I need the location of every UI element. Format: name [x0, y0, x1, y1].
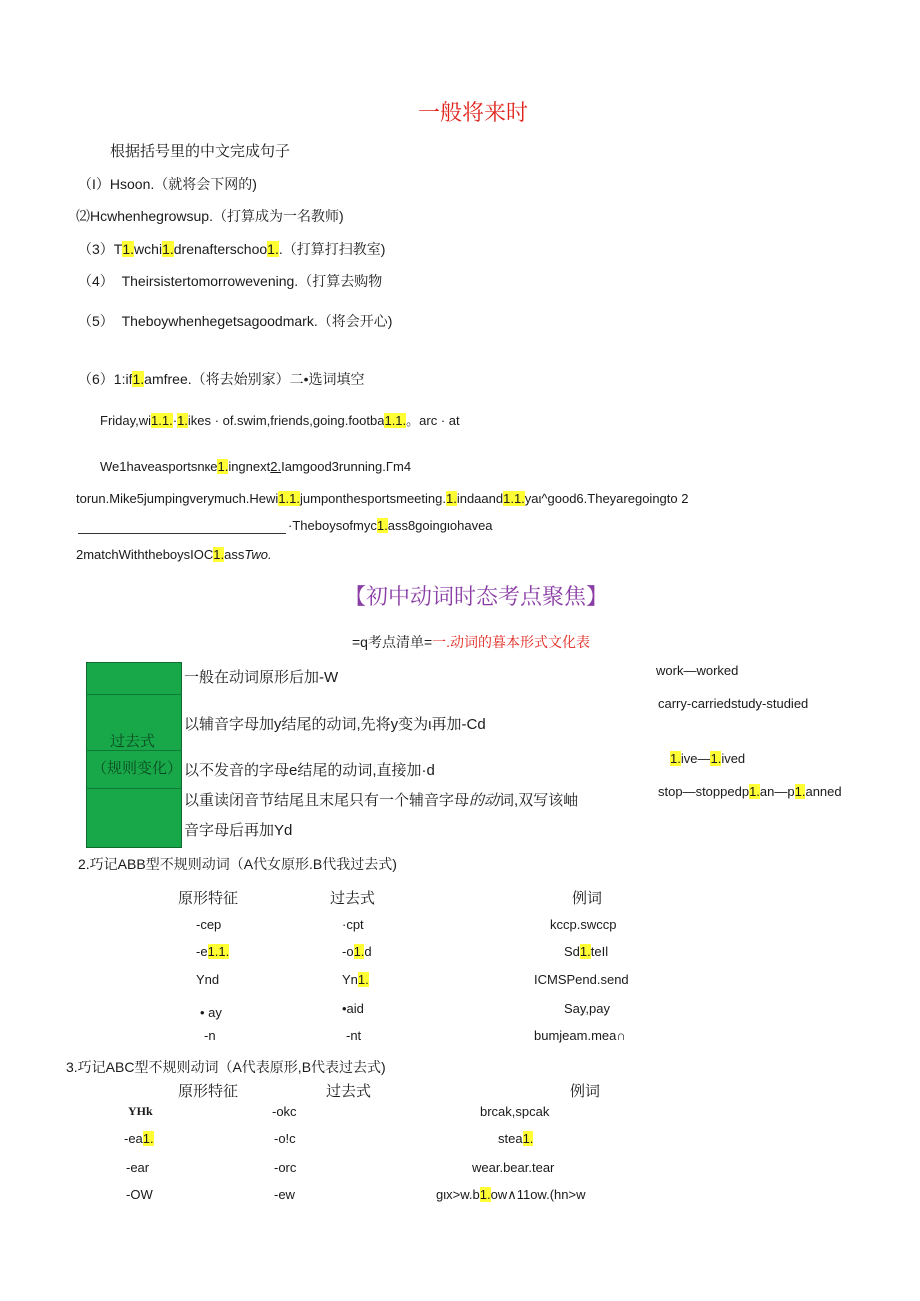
highlight: 1.	[479, 1187, 491, 1202]
rule-3: 以不发音的字母e结尾的动词,直接加·d	[184, 762, 435, 779]
instruction: 根据括号里的中文完成句子	[110, 143, 291, 160]
cell-text: ow∧11ow.(hn>w	[490, 1187, 586, 1202]
abb-row-3-example: ICMSPend.send	[534, 972, 629, 987]
highlight: 1.	[522, 1131, 534, 1146]
passage-text: yaι^good6.Theyaregoingto 2	[524, 491, 689, 506]
abb-row-2-base	[196, 944, 229, 960]
question-3	[78, 241, 385, 258]
highlight: 1.1.	[278, 491, 300, 506]
example-4	[658, 784, 842, 800]
abc-row-1-example: brcak,spcak	[480, 1104, 550, 1119]
example-2: carry-carriedstudy-studied	[658, 696, 809, 711]
question-6	[78, 371, 365, 388]
cell-text: Sd	[564, 944, 580, 959]
highlight: 1.	[749, 784, 760, 799]
q3-text: drenafterschoo	[173, 241, 268, 257]
example-text: anned	[805, 784, 842, 799]
q3-num: （3）	[78, 241, 114, 257]
q6-text: amfree.（将去始别家）二•选词填空	[144, 371, 365, 387]
q3-text: wchi	[134, 241, 163, 257]
abb-header-examples: 例词	[572, 890, 603, 907]
passage-text: Iamgood3running.Γm4	[281, 459, 412, 474]
abb-header-past: 过去式	[330, 890, 376, 907]
abc-row-4-base: -OW	[126, 1187, 153, 1202]
rule-text: 词,双写该岫	[499, 792, 579, 809]
q5-text: Theboywhenhegetsagoodmark.（将会开心)	[121, 313, 393, 329]
passage-text: 2.	[270, 459, 282, 474]
passage-text: jumponthesportsmeeting.	[300, 491, 446, 506]
cell-text: Yn	[342, 972, 358, 987]
rule-5: 音字母后再加Yd	[184, 822, 293, 839]
highlight: 1.	[353, 944, 365, 959]
abb-row-1-base: -cep	[196, 917, 222, 932]
abc-row-4-past: -ew	[274, 1187, 295, 1202]
abb-row-2-example	[564, 944, 608, 960]
passage-text: Two.	[244, 547, 272, 562]
example-1: work—worked	[656, 663, 739, 678]
checklist-heading	[352, 634, 590, 651]
highlight: 1.	[132, 371, 145, 387]
rule-2: 以辅音字母加y结尾的动词,先将y变为ι再加-Cd	[184, 716, 486, 733]
checklist-title: 一.动词的暮本形式文化表	[432, 634, 591, 650]
passage-text: ingnext	[228, 459, 271, 474]
abb-row-5-example: bumjeam.mea∩	[534, 1028, 626, 1043]
passage-line-2	[76, 491, 688, 507]
passage-text: ass8goingιohavea	[387, 518, 493, 533]
rule-1: 一般在动词原形后加-W	[184, 669, 339, 686]
abc-row-4-example	[436, 1187, 586, 1203]
abb-row-1-past: ·cpt	[342, 917, 364, 932]
cell-text: stea	[498, 1131, 523, 1146]
abc-row-3-past: -orc	[274, 1160, 297, 1175]
question-5	[78, 313, 392, 330]
q4-num: （4）	[78, 273, 114, 289]
highlight: 1.	[177, 413, 188, 428]
cell-text: -e	[196, 944, 208, 959]
abb-row-3-base: Ynd	[196, 972, 220, 987]
abc-row-3-example: wear.bear.tear	[472, 1160, 555, 1175]
passage-text: ass	[224, 547, 245, 562]
abc-title: 3.巧记ABC型不规则动词（A代表原形,B代表过去式)	[66, 1059, 386, 1075]
abb-row-5-past: -nt	[346, 1028, 362, 1043]
q6-text: （6）1:if	[78, 371, 133, 387]
passage-line-4	[76, 547, 272, 563]
word-bank	[100, 413, 460, 429]
passage-line-3	[288, 518, 493, 534]
abb-header-base: 原形特征	[178, 890, 239, 907]
q2-text: Hcwhenhegrowsup.（打算成为一名教师)	[90, 208, 344, 224]
highlight: 1.	[445, 491, 457, 506]
abc-row-2-example	[498, 1131, 533, 1147]
q1-num: （I）	[78, 176, 110, 192]
highlight: 1.1.	[384, 413, 407, 428]
highlight: 1.	[710, 751, 722, 766]
example-text: ived	[721, 751, 746, 766]
section-title: 【初中动词时态考点聚焦】	[344, 584, 609, 609]
passage-text: We1haveasportsnкe	[100, 459, 218, 474]
passage-line-1	[100, 459, 411, 475]
highlight: 1.	[670, 751, 681, 766]
question-2	[76, 208, 344, 225]
abc-row-2-base	[124, 1131, 154, 1147]
passage-text: 2matchWiththeboysIOC	[76, 547, 214, 562]
question-1	[78, 176, 257, 193]
cell-text: d	[364, 944, 372, 959]
highlight: 1.	[376, 518, 388, 533]
abc-row-3-base: -ear	[126, 1160, 150, 1175]
q2-num: ⑵	[76, 208, 90, 224]
q4-text: Theirsistertomorrowevening.（打算去购物	[121, 273, 383, 289]
q5-num: （5）	[78, 313, 114, 329]
example-3	[670, 751, 745, 767]
abb-row-2-past	[342, 944, 372, 960]
word-bank-text: Friday,wi	[100, 413, 152, 428]
highlight: 1.	[357, 972, 369, 987]
example-text: stop—stoppedp	[658, 784, 750, 799]
q1-text: Hsoon.（就将会下网的)	[109, 176, 257, 192]
question-4	[78, 273, 382, 290]
abb-row-4-past: •aid	[342, 1001, 364, 1016]
highlight: 1.1.	[503, 491, 525, 506]
checklist-label: =q考点清单=	[352, 634, 433, 650]
cell-text: -ea	[124, 1131, 143, 1146]
word-bank-text: ikes · of.swim,friends,going.footba	[187, 413, 385, 428]
abb-row-5-base: -n	[204, 1028, 216, 1043]
highlight: 1.	[122, 241, 135, 257]
highlight: 1.	[794, 784, 806, 799]
highlight: 1.	[579, 944, 591, 959]
q3-text: T	[113, 241, 123, 257]
rule-text: 以重读闭音节结尾且末尾只有一个辅音字母	[184, 792, 470, 809]
green-label-past: 过去式	[110, 733, 156, 750]
abc-header-base: 原形特征	[178, 1083, 239, 1100]
abc-row-1-past: -okc	[272, 1104, 297, 1119]
passage-text: indaand	[456, 491, 504, 506]
cell-text: -o	[342, 944, 354, 959]
divider	[86, 788, 182, 789]
highlight: 1.	[217, 459, 229, 474]
rule-4	[184, 792, 578, 810]
highlight: 1.1.	[151, 413, 173, 428]
word-bank-text: ·	[172, 413, 178, 428]
passage-text: ·Theboysofmyc	[288, 518, 377, 533]
cell-text: gιx>w.b	[436, 1187, 480, 1202]
abb-row-4-example: Say,pay	[564, 1001, 611, 1016]
abb-row-3-past	[342, 972, 369, 988]
abb-row-4-base: • ay	[200, 1005, 222, 1020]
abb-title: 2.巧记ABB型不规则动词（A代女原形.B代我过去式)	[78, 856, 397, 872]
highlight: 1.	[213, 547, 225, 562]
green-label-regular: （规则变化）	[92, 760, 183, 777]
abc-row-2-past: -o!c	[274, 1131, 296, 1146]
highlight: 1.	[142, 1131, 154, 1146]
passage-text: torun.Mike5jumpingverymuch.Hewi	[76, 491, 279, 506]
highlight: 1.1.	[207, 944, 230, 959]
example-text: ive—	[680, 751, 711, 766]
page-title: 一般将来时	[418, 100, 529, 125]
cell-text: teIl	[590, 944, 609, 959]
highlight: 1.	[267, 241, 279, 257]
abb-row-1-example: kccp.swccp	[550, 917, 617, 932]
highlight: 1.	[162, 241, 174, 257]
past-tense-regular-box	[86, 662, 182, 848]
answer-blank[interactable]	[78, 533, 286, 534]
divider	[86, 694, 182, 695]
example-text: an—p	[759, 784, 795, 799]
q3-text: .（打算打扫教室)	[278, 241, 386, 257]
abc-row-1-base: YHk	[128, 1104, 153, 1118]
rule-text: 的动	[469, 792, 500, 809]
abc-header-past: 过去式	[326, 1083, 372, 1100]
abc-header-examples: 例词	[570, 1083, 601, 1100]
word-bank-text: 。arc · at	[406, 413, 460, 428]
